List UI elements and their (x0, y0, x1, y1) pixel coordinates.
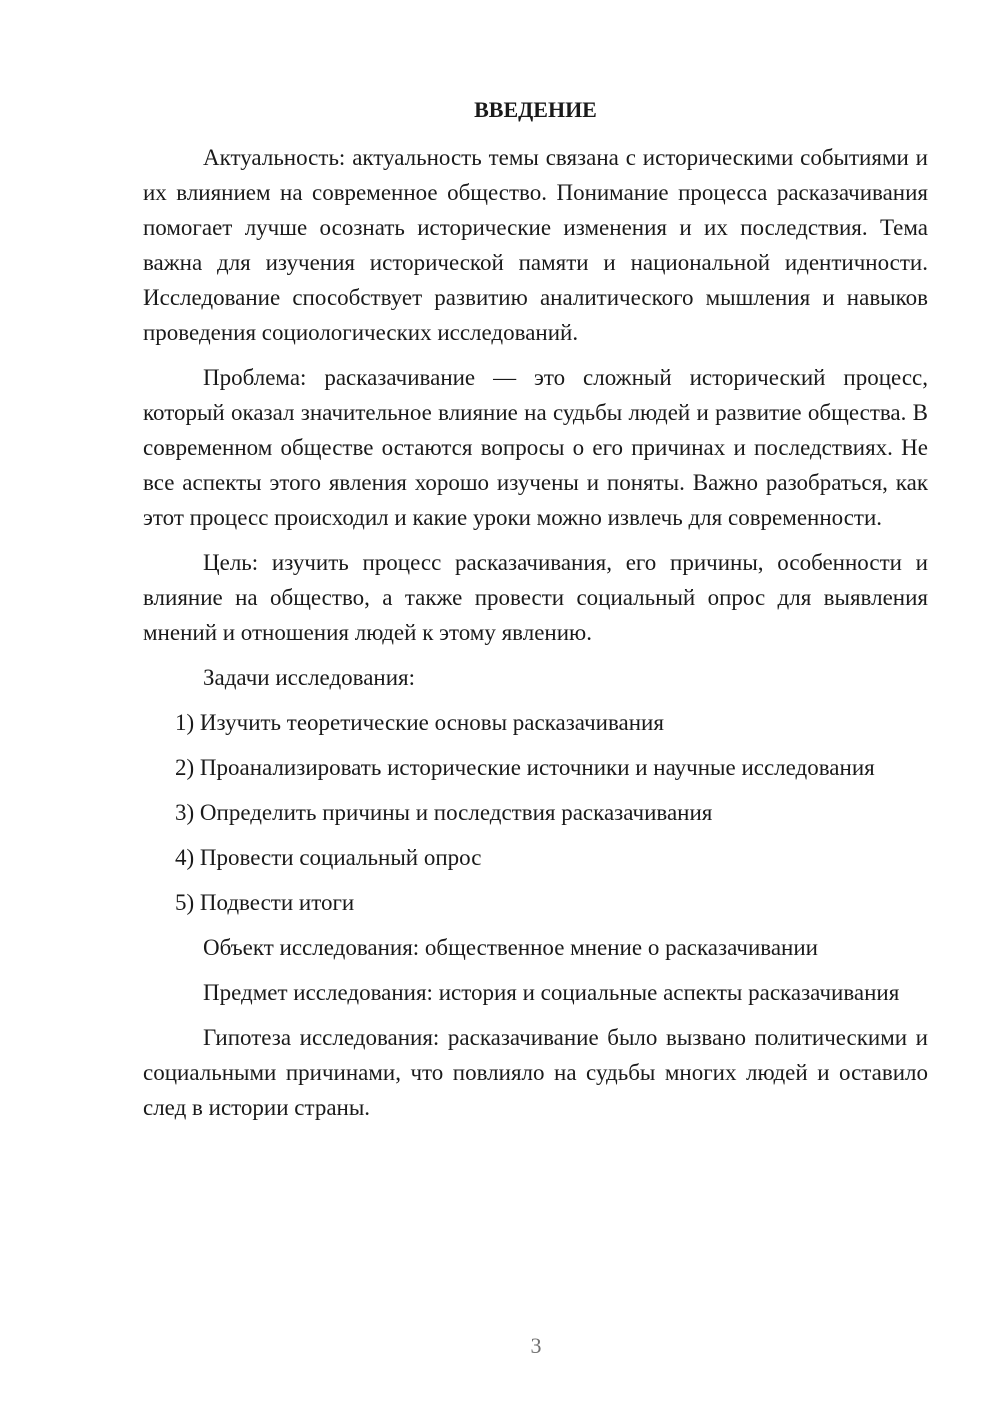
list-item-task-3: 3) Определить причины и последствия расказачивания (175, 800, 713, 825)
page-number: 3 (530, 1333, 542, 1358)
paragraph-relevance: Актуальность: актуальность темы связана с историческими событиями и их влиянием на современное общество. Понимание процесса расказачивания помогает лучше осознать исторические изменения и их последствия. Тема важна для изучения исторической памяти и национальной идентичности. Исследование способствует развитию аналитического мышления и навыков проведения социологических исследований. (143, 145, 928, 345)
list-item-task-5: 5) Подвести итоги (175, 890, 355, 915)
list-item-task-4: 4) Провести социальный опрос (175, 845, 482, 870)
list-item-task-2: 2) Проанализировать исторические источники и научные исследования (175, 755, 875, 780)
list-item-task-1: 1) Изучить теоретические основы расказачивания (175, 710, 664, 735)
document-page (143, 95, 928, 1135)
paragraph-hypothesis: Гипотеза исследования: расказачивание было вызвано политическими и социальными причинами, что повлияло на судьбы многих людей и оставило след в истории страны. (143, 1025, 928, 1120)
document-title: ВВЕДЕНИЕ (474, 97, 597, 122)
paragraph-problem: Проблема: расказачивание — это сложный исторический процесс, который оказал значительное влияние на судьбы людей и развитие общества. В современном обществе остаются вопросы о его причинах и последствиях. Не все аспекты этого явления хорошо изучены и поняты. Важно разобраться, как этот процесс происходил и какие уроки можно извлечь для современности. (143, 365, 928, 530)
paragraph-object: Объект исследования: общественное мнение о расказачивании (203, 935, 818, 960)
paragraph-subject: Предмет исследования: история и социальные аспекты расказачивания (203, 980, 900, 1005)
paragraph-goal: Цель: изучить процесс расказачивания, его причины, особенности и влияние на общество, а также провести социальный опрос для выявления мнений и отношения людей к этому явлению. (143, 550, 928, 645)
tasks-heading: Задачи исследования: (203, 665, 416, 690)
